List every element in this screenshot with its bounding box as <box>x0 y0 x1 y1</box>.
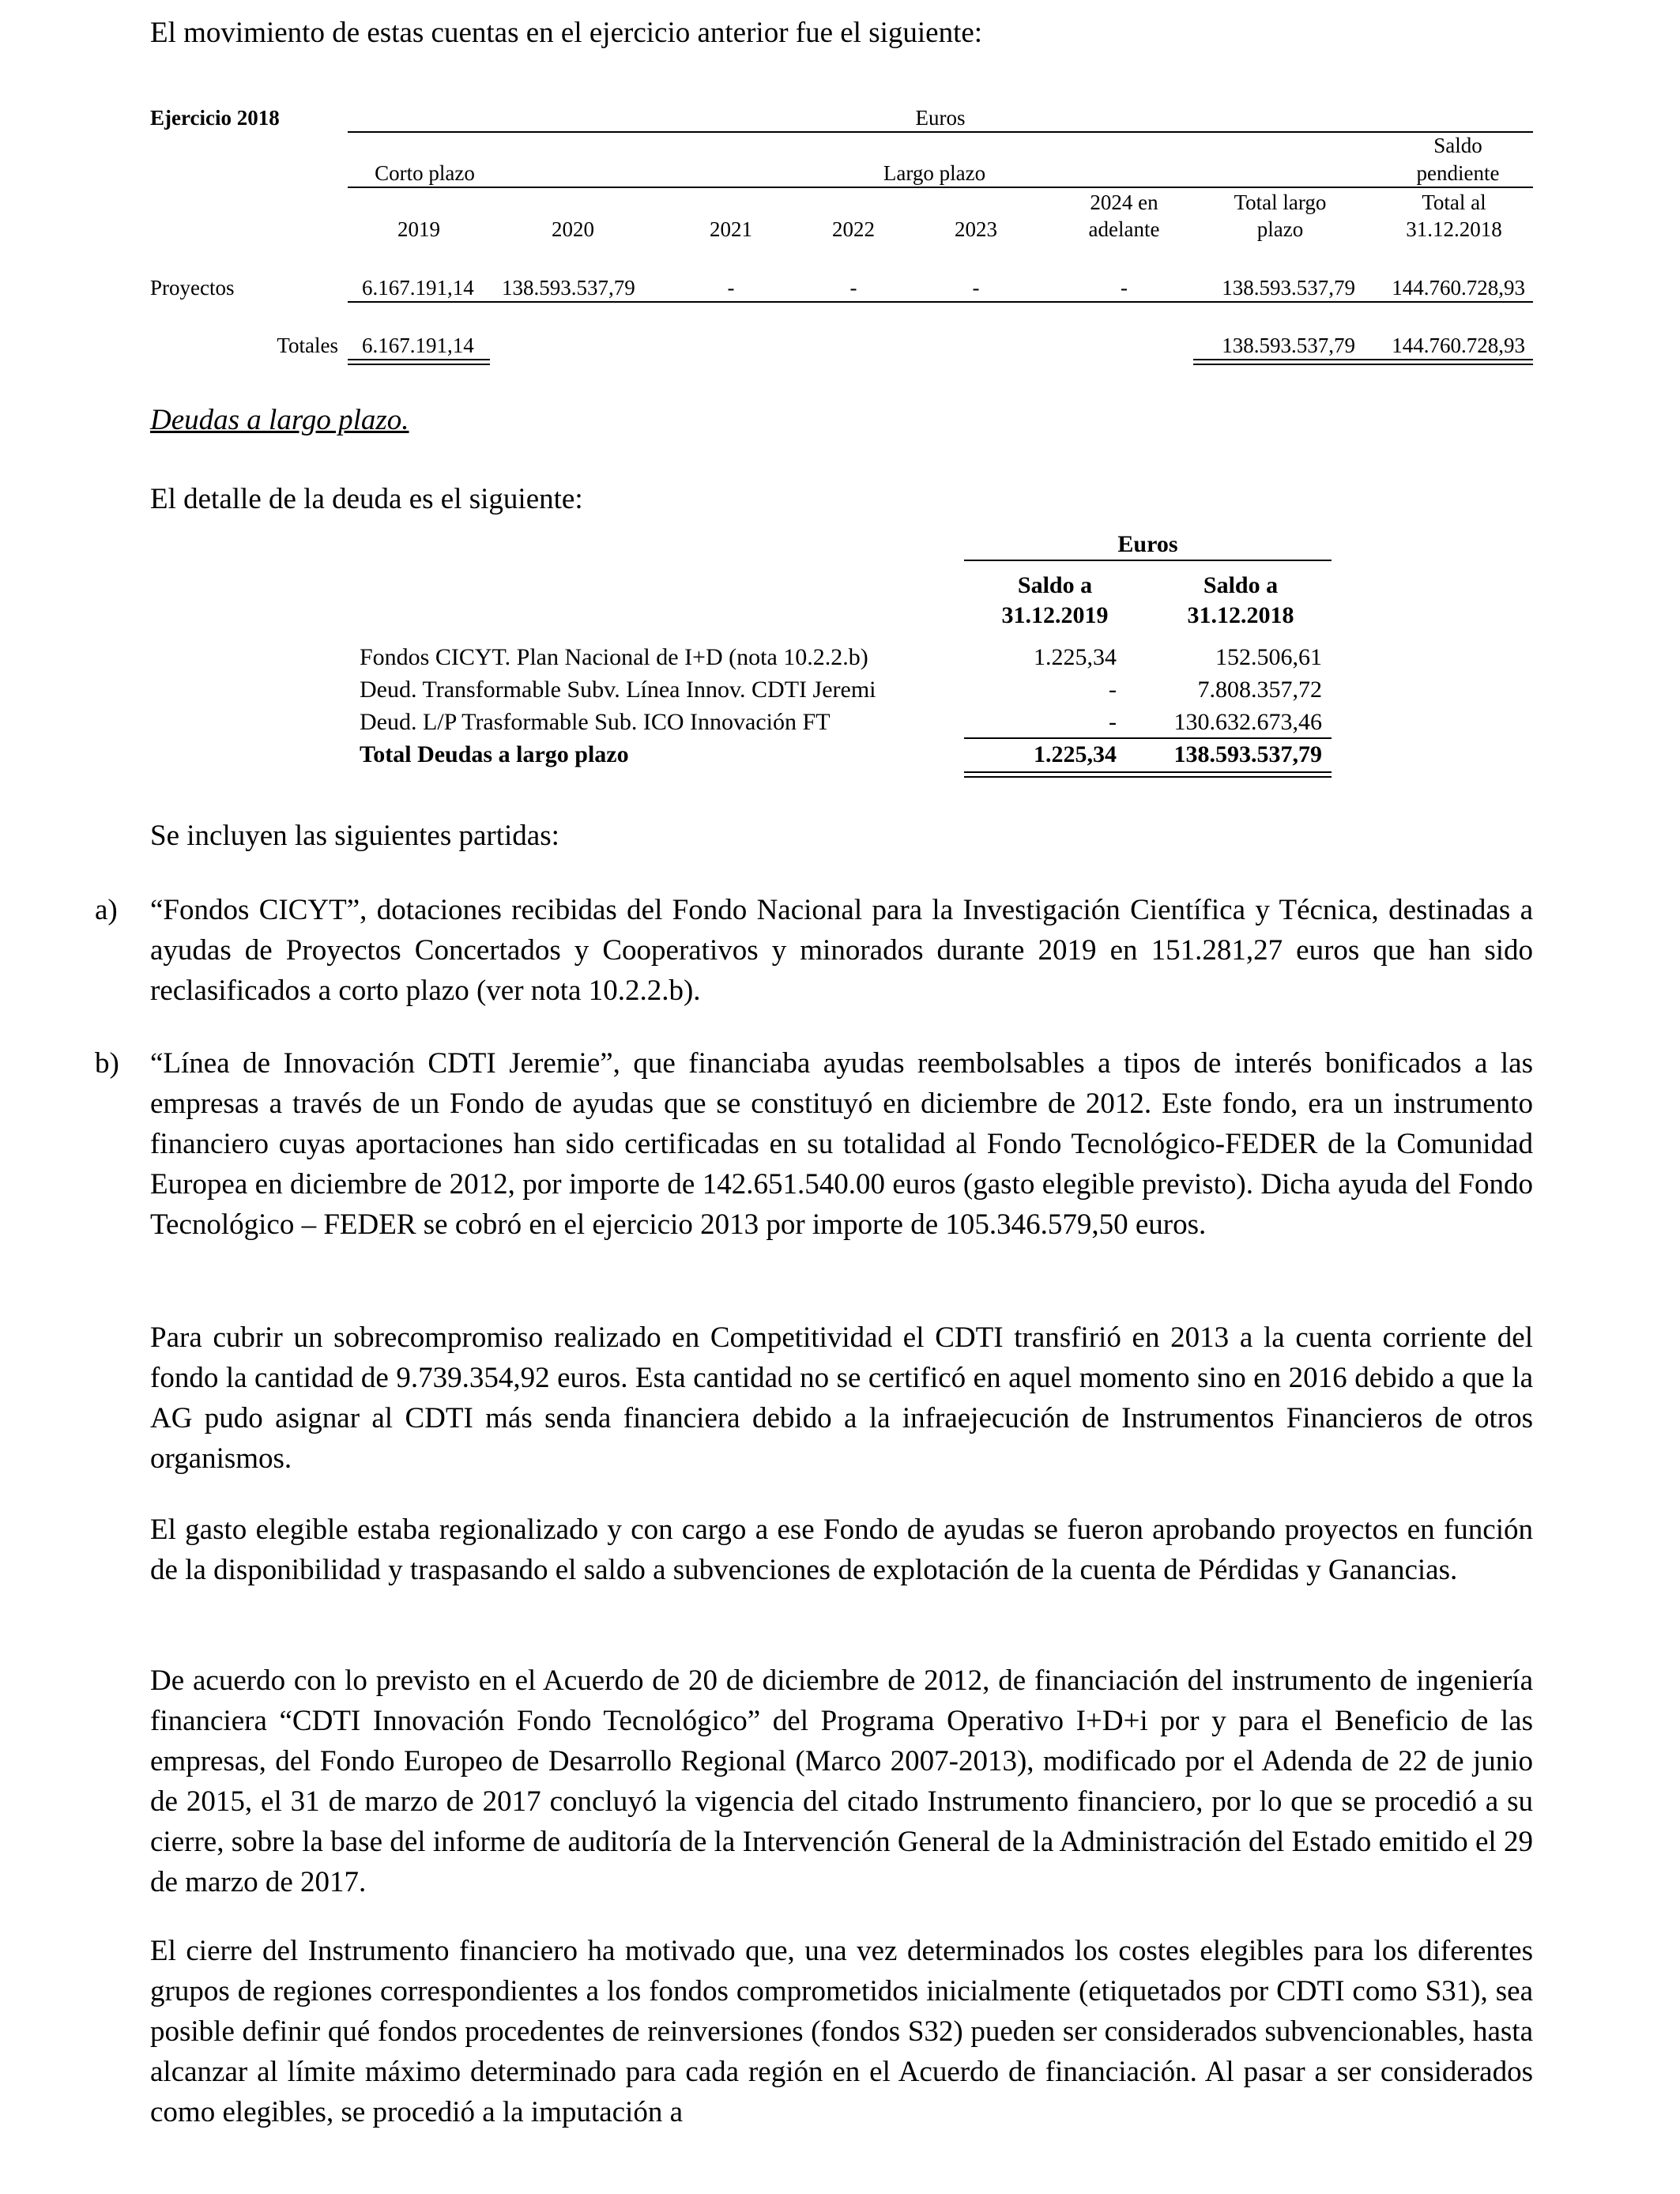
cell-saldo: 144.760.728,93 <box>1392 276 1525 300</box>
col-2024-line2: adelante <box>1088 217 1160 241</box>
double-rule <box>348 359 490 365</box>
cell-2018: 130.632.673,46 <box>1173 709 1322 735</box>
table-title: Ejercicio 2018 <box>150 106 280 130</box>
cell-total: 138.593.537,79 <box>1222 276 1355 300</box>
col-2018-line1: Saldo a <box>1203 572 1279 598</box>
saldo-header-line1: Saldo <box>1433 134 1482 157</box>
cell-2024: - <box>1121 276 1128 300</box>
double-rule <box>1193 359 1533 365</box>
col-saldo-line2: 31.12.2018 <box>1406 217 1502 241</box>
rule <box>348 187 1533 188</box>
cell-2019: - <box>1109 677 1117 703</box>
cell-2023: - <box>972 276 980 300</box>
currency-header: Euros <box>915 106 966 130</box>
body-paragraph: Para cubrir un sobrecompromiso realizado en Competitividad el CDTI transfirió en 2013 a la cuenta corriente del fondo la cantidad de 9.739.354,92 euros. Esta cantidad no se certificó en aquel momento sino en 2016 debido a que la AG pudo asignar al CDTI más senda financiera debido a la infraejecución de Instrumentos Financieros de otros organismos. <box>150 1321 1533 1475</box>
intro-text: El movimiento de estas cuentas en el ejercicio anterior fue el siguiente: <box>150 17 983 49</box>
total-saldo: 144.760.728,93 <box>1392 334 1525 357</box>
total-2018: 138.593.537,79 <box>1173 741 1322 767</box>
double-rule <box>964 771 1332 778</box>
total-2019: 1.225,34 <box>1034 741 1117 767</box>
item-text: “Fondos CICYT”, dotaciones recibidas del Fondo Nacional para la Investigación Científica y Técnica, destinadas a ayudas de Proyectos Concertados y Cooperativos y minorados durante 2019 en 151.281,27 euros que han sido reclasificados a corto plazo (ver nota 10.2.2.b). <box>150 894 1533 1007</box>
rule <box>964 560 1332 561</box>
long-term-header: Largo plazo <box>883 161 986 185</box>
col-2021: 2021 <box>710 217 752 241</box>
cell-2020: 138.593.537,79 <box>502 276 635 300</box>
items-intro: Se incluyen las siguientes partidas: <box>150 820 559 852</box>
row-label: Fondos CICYT. Plan Nacional de I+D (nota 10.2.2.b) <box>360 644 868 670</box>
cell-2019: 1.225,34 <box>1034 644 1117 670</box>
col-2022: 2022 <box>832 217 875 241</box>
col-2024-line1: 2024 en <box>1090 190 1158 214</box>
row-label: Proyectos <box>150 276 235 300</box>
body-paragraph: De acuerdo con lo previsto en el Acuerdo de 20 de diciembre de 2012, de financiación del instrumento de ingeniería financiera “CDTI Innovación Fondo Tecnológico” del Programa Operativo I+D+i por y para el Beneficio de las empresas, del Fondo Europeo de Desarrollo Regional (Marco 2007-2013), modificado por el Adenda de 22 de junio de 2015, el 31 de marzo de 2017 concluyó la vigencia del citado Instrumento financiero, por lo que se procedió a su cierre, sobre la base del informe de auditoría de la Intervención General de la Administración del Estado emitido el 29 de marzo de 2017. <box>150 1664 1533 1898</box>
detail-intro: El detalle de la deuda es el siguiente: <box>150 483 583 515</box>
total-long-term: 138.593.537,79 <box>1222 334 1355 357</box>
col-total-line1: Total largo <box>1234 190 1327 214</box>
cell-2018: 152.506,61 <box>1215 644 1322 670</box>
col-2018-line2: 31.12.2018 <box>1187 602 1294 628</box>
col-2019-line1: Saldo a <box>1017 572 1093 598</box>
total-2019: 6.167.191,14 <box>362 334 474 357</box>
col-2023: 2023 <box>955 217 997 241</box>
col-total-line2: plazo <box>1256 217 1304 241</box>
row-label: Deud. L/P Trasformable Sub. ICO Innovación FT <box>360 709 831 735</box>
col-2019: 2019 <box>397 217 440 241</box>
rule <box>348 301 1533 303</box>
col-2019-line2: 31.12.2019 <box>1001 602 1109 628</box>
cell-2021: - <box>727 276 735 300</box>
item-marker: b) <box>95 1047 119 1080</box>
currency-header: Euros <box>1117 531 1178 557</box>
totals-label: Totales <box>277 334 338 357</box>
saldo-header-line2: pendiente <box>1416 161 1500 185</box>
cell-2022: - <box>849 276 857 300</box>
short-term-header: Corto plazo <box>375 161 475 185</box>
item-marker: a) <box>95 894 118 926</box>
col-2020: 2020 <box>552 217 594 241</box>
section-heading: Deudas a largo plazo. <box>150 404 409 436</box>
cell-2019: 6.167.191,14 <box>362 276 474 300</box>
movement-table-2018 <box>0 0 1680 379</box>
rule <box>964 737 1332 739</box>
row-label: Deud. Transformable Subv. Línea Innov. CDTI Jeremi <box>360 677 876 703</box>
body-paragraph: El cierre del Instrumento financiero ha motivado que, una vez determinados los costes elegibles para los diferentes grupos de regiones correspondientes a los fondos comprometidos inicialmente (etiquetados por CDTI como S31), sea posible definir qué fondos procedentes de reinversiones (fondos S32) pueden ser considerados subvencionables, hasta alcanzar al límite máximo determinado para cada región en el Acuerdo de financiación. Al pasar a ser considerados como elegibles, se procedió a la imputación a <box>150 1935 1533 2128</box>
col-saldo-line1: Total al <box>1422 190 1486 214</box>
cell-2018: 7.808.357,72 <box>1197 677 1322 703</box>
body-paragraph: El gasto elegible estaba regionalizado y con cargo a ese Fondo de ayudas se fueron aprobando proyectos en función de la disponibilidad y traspasando el saldo a subvenciones de explotación de la cuenta de Pérdidas y Ganancias. <box>150 1514 1533 1586</box>
total-label: Total Deudas a largo plazo <box>360 741 629 767</box>
rule <box>348 131 1533 133</box>
cell-2019: - <box>1109 709 1117 735</box>
item-text: “Línea de Innovación CDTI Jeremie”, que financiaba ayudas reembolsables a tipos de interés bonificados a las empresas a través de un Fondo de ayudas que se constituyó en diciembre de 2012. Este fondo, era un instrumento financiero cuyas aportaciones han sido certificadas en su totalidad al Fondo Tecnológico-FEDER de la Comunidad Europea en diciembre de 2012, por importe de 142.651.540.00 euros (gasto elegible previsto). Dicha ayuda del Fondo Tecnológico – FEDER se cobró en el ejercicio 2013 por importe de 105.346.579,50 euros. <box>150 1047 1533 1241</box>
